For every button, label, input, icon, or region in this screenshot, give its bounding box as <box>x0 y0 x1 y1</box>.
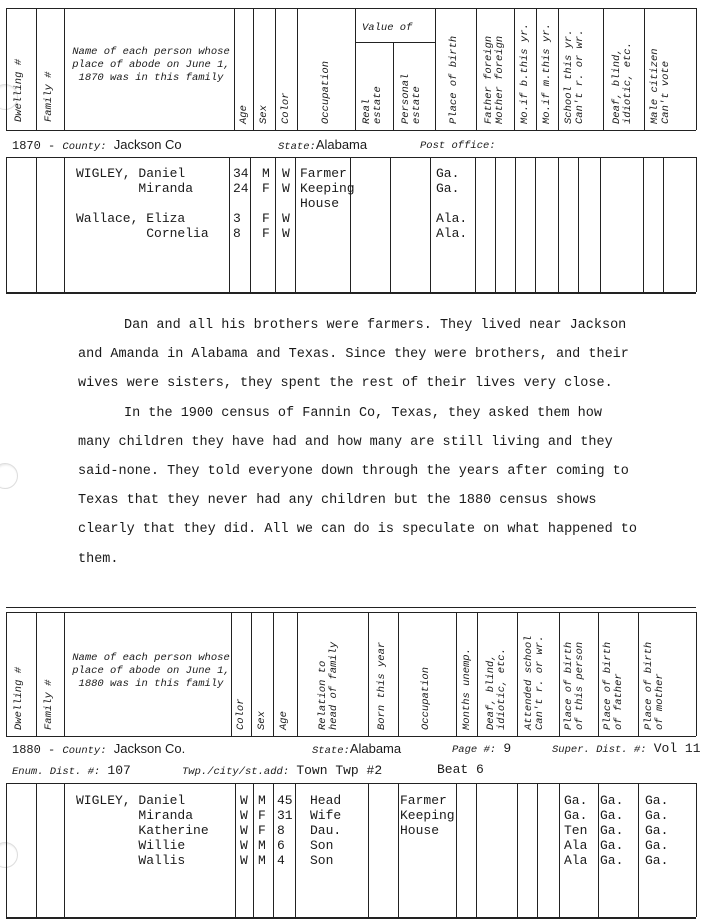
narrative-text <box>78 311 638 574</box>
header-sex: Sex <box>258 105 270 124</box>
header-name: Name of each person whose place of abode on June 1, 1870 was in this family <box>72 46 230 84</box>
header-1880-born: Born this year <box>376 641 388 730</box>
entries-1870-color: W W W W <box>282 166 290 241</box>
entries-1880-sex: M F F M M <box>258 793 266 868</box>
county-1870: Jackson Co <box>113 137 182 152</box>
census-1880-county-meta: 1880 - County: Jackson Co. <box>12 741 186 757</box>
header-1880-relation: Relation to head of family <box>317 641 340 730</box>
entries-1870-sex: M F F F <box>262 166 270 241</box>
entries-1870-birth: Ga. Ga. Ala. Ala. <box>436 166 468 241</box>
entries-1870-occupation: Farmer Keeping House <box>300 166 355 211</box>
header-personal-estate: Personal estate <box>400 73 423 124</box>
entries-1880-ages: 45 31 8 6 4 <box>277 793 293 868</box>
header-1880-school: Attended school Can't r. or wr. <box>523 635 546 730</box>
header-1880-birth-person: Place of birth of this person <box>563 641 586 730</box>
entries-1880-occupation: Farmer Keeping House <box>400 793 455 838</box>
header-place-of-birth: Place of birth <box>448 35 460 124</box>
state-1870-meta: State:Alabama <box>278 137 368 153</box>
header-1880-family: Family # <box>43 679 55 730</box>
header-1880-color: Color <box>235 698 247 730</box>
header-1880-sex: Sex <box>256 711 268 730</box>
census-1880-state-meta: State:Alabama <box>312 741 402 757</box>
header-color: Color <box>280 92 292 124</box>
header-occupation: Occupation <box>320 60 332 124</box>
header-deaf: Deaf, blind, idiotic, etc. <box>611 42 634 124</box>
header-real-estate: Real estate <box>361 86 384 124</box>
header-1880-dwelling: Dwelling # <box>13 666 25 730</box>
header-age: Age <box>238 105 250 124</box>
census-1880-page-meta: Page #: 9 <box>452 741 512 756</box>
header-1880-birth-mother: Place of birth of mother <box>643 641 666 730</box>
header-1880-name: Name of each person whose place of abode on June 1, 1880 was in this family <box>72 652 230 690</box>
narrative-paragraph-2: In the 1900 census of Fannin Co, Texas, they asked them how many children they have had and how many are still living and they said-none. They told everyone down through the years after coming to Texas that they never had any children but the 1880 census shows clearly that they did. All we can do is speculate on what happened to them. <box>78 405 637 567</box>
header-parents-foreign: Father foreign Mother foreign <box>483 35 506 124</box>
header-married-month: Mo.if m.this yr. <box>541 23 553 124</box>
entries-1880-birth-person: Ga. Ga. Ten Ala Ala <box>564 793 588 868</box>
header-1880-occupation: Occupation <box>420 666 432 730</box>
post-office-label: Post office: <box>420 140 496 152</box>
header-1880-birth-father: Place of birth of father <box>602 641 625 730</box>
header-born-month: Mo.if b.this yr. <box>519 23 531 124</box>
census-1880-enum-meta: Enum. Dist. #: 107 <box>12 763 131 778</box>
header-citizen: Male citizen Can't vote <box>649 48 672 124</box>
entries-1880-birth-mother: Ga. Ga. Ga. Ga. Ga. <box>645 793 669 868</box>
header-school: School this yr. Can't r. or wr. <box>563 29 586 124</box>
entries-1870-ages: 34 24 3 8 <box>233 166 249 241</box>
entries-1870-names: WIGLEY, Daniel Miranda Wallace, Eliza Cornelia <box>76 166 209 241</box>
header-family: Family # <box>43 71 55 122</box>
census-1880-beat-meta: Beat 6 <box>437 762 484 777</box>
entries-1880-names: WIGLEY, Daniel Miranda Katherine Willie Wallis <box>76 793 209 868</box>
entries-1880-birth-father: Ga. Ga. Ga. Ga. Ga. <box>600 793 624 868</box>
census-1880-twp-meta: Twp./city/st.add: Town Twp #2 <box>182 763 383 778</box>
narrative-paragraph-1: Dan and all his brothers were farmers. They lived near Jackson and Amanda in Alabama and Texas. Since they were brothers, and their wives were sisters, they spent the rest of their lives very close. <box>78 318 629 392</box>
census-1880-super-meta: Super. Dist. #: Vol 11 <box>552 741 701 756</box>
header-value-of: Value of <box>362 22 413 34</box>
punch-hole-bottom <box>0 842 18 868</box>
punch-hole-middle <box>0 463 18 489</box>
header-dwelling: Dwelling # <box>13 58 25 122</box>
entries-1880-relation: Head Wife Dau. Son Son <box>310 793 342 868</box>
entries-1880-color: W W W W W <box>240 793 248 868</box>
header-1880-deaf: Deaf, blind, idiotic, etc. <box>485 648 508 730</box>
header-1880-age: Age <box>278 711 290 730</box>
header-1880-unemp: Months unemp. <box>461 648 473 730</box>
census-1870-meta: 1870 - County: Jackson Co <box>12 137 182 153</box>
